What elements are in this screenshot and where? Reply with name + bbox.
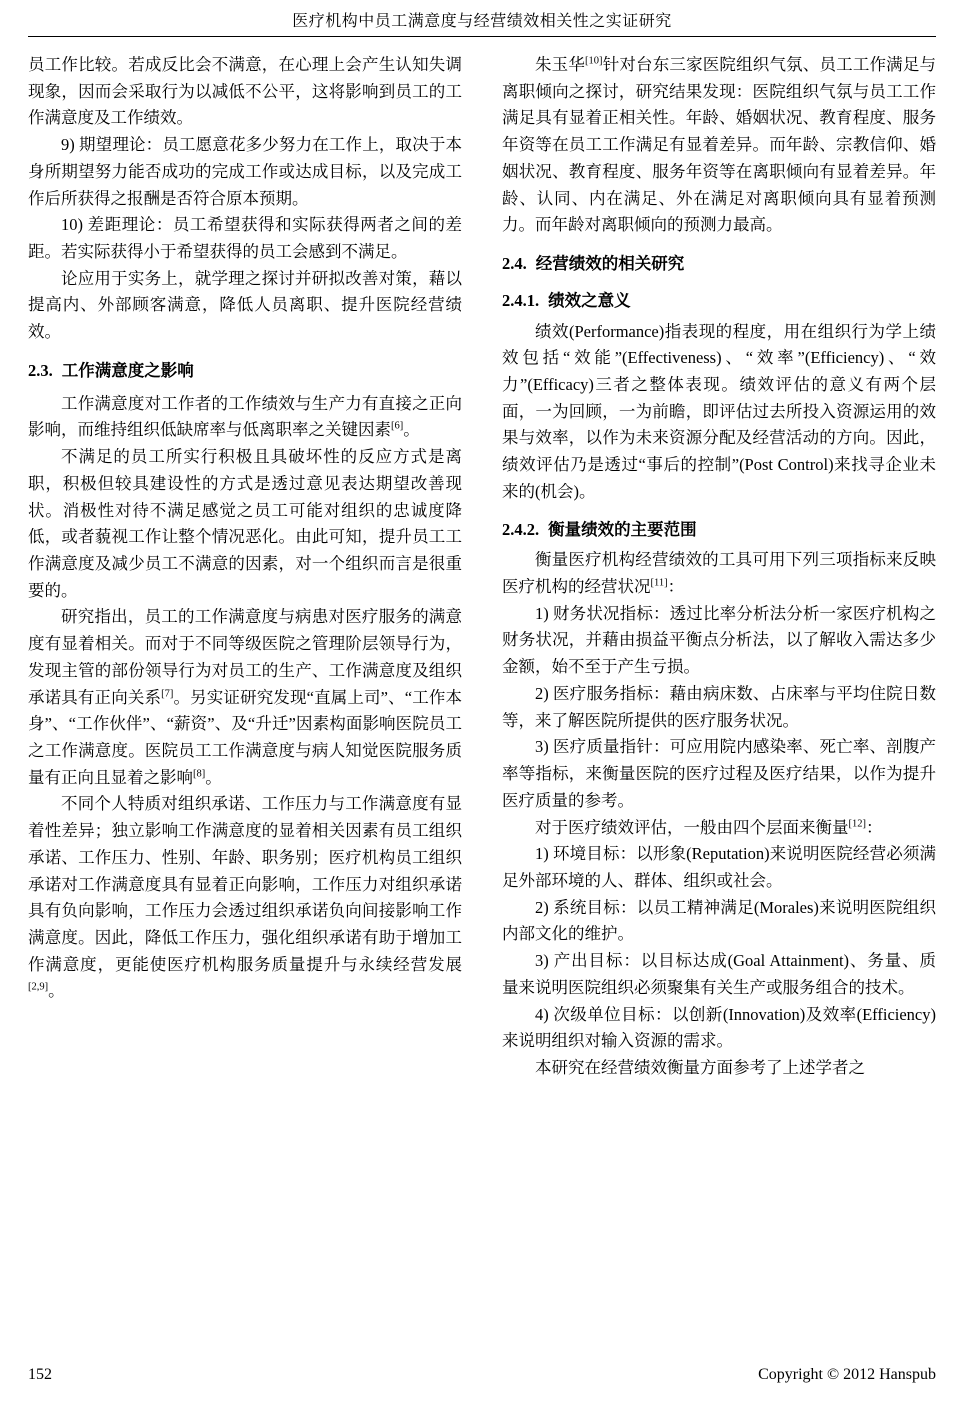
paragraph [502,547,936,600]
section-title: 衡量绩效的主要范围 [548,519,697,539]
paragraph: 3) 产出目标：以目标达成(Goal Attainment)、务量、质量来说明医院组织必须聚集有关生产或服务组合的技术。 [502,951,936,997]
citation-ref: [6] [391,420,404,432]
section-title: 绩效之意义 [548,290,631,310]
paragraph-text-tail: ： [866,817,883,837]
paragraph-text: 研究指出，员工的工作满意度与病患对医疗服务的满意度有显着相关。而对于不同等级医院之管理阶层领导行为，发现主管的部份领导行为对员工的生产、工作满意度及组织承诺具有正向关系 [28,607,462,707]
paragraph: 员工作比较。若成反比会不满意，在心理上会产生认知失调现象，因而会采取行为以减低不公平，这将影响到员工的工作满意度及工作绩效。 [28,55,462,128]
section-title: 经营绩效的相关研究 [535,254,685,274]
citation-ref: [10] [585,55,603,67]
copyright-notice: Copyright © 2012 Hanspub [758,1366,936,1383]
citation-ref: [7] [161,688,174,700]
header-divider [28,36,936,37]
running-head: 医疗机构中员工满意度与经营绩效相关性之实证研究 [292,13,672,30]
paragraph-text-tail: ： [667,577,685,597]
paragraph: 2) 系统目标：以员工精神满足(Morales)来说明医院组织内部文化的维护。 [502,897,936,944]
citation-ref: [2,9] [28,981,49,993]
paragraph-text: 工作满意度对工作者的工作绩效与生产力有直接之正向影响，而维持组织低缺席率与低离职率之关键因素 [28,393,462,440]
citation-ref: [12] [848,818,866,829]
paragraph [502,52,936,239]
paragraph: 绩效(Performance)指表现的程度，用在组织行为学上绩效包括“效能”(Effectiveness)、“效率”(Efficiency)、“效力”(Efficacy)三者之整体表现。绩效评估的意义有两个层面，一为回顾，一为前瞻，即评估过去所投入资源运用的效果与效率，以作为未来资源分配及经营活动的方向。因此，绩效评估乃是透过“事后的控制”(Post Control)来找寻企业未来的(机会)。 [502,321,936,501]
citation-ref: [11] [650,577,668,589]
paragraph-text: 。另实证研究发现“直属上司”、“工作本身”、“工作伙伴”、“薪资”、及“升迁”因素构面影响医院员工之工作满意度。医院员工工作满意度与病人知觉医院服务质量有正向且显着之影响 [28,687,462,787]
page-number: 152 [28,1366,52,1383]
paragraph-text-tail: 。 [403,420,420,440]
paragraph: 论应用于实务上，就学理之探讨并研拟改善对策，藉以提高内、外部顾客满意，降低人员离职、提升医院经营绩效。 [28,268,462,342]
citation-ref: [8] [193,768,206,780]
paragraph-text: 朱玉华 [535,55,586,74]
left-column [28,52,462,1342]
paragraph [28,604,462,791]
section-heading-2-4-1 [502,289,936,314]
paragraph [28,391,462,444]
section-number: 2.4. [502,254,527,274]
paragraph-text-tail: 。 [48,981,65,1001]
paragraph: 4) 次级单位目标：以创新(Innovation)及效率(Efficiency)来说明组织对输入资源的需求。 [502,1004,936,1051]
paragraph-text-tail: 针对台东三家医院组织气氛、员工工作满足与离职倾向之探讨，研究结果发现：医院组织气氛与员工工作满足具有显着正相关性。年龄、婚姻状况、教育程度、服务年资等在员工工作满足有显着差异。而年龄、宗教信仰、婚姻状况、教育程度、服务年资等在离职倾向有显着差异。年龄、认同、内在满足、外在满足对离职倾向具有显着预测力。而年龄对离职倾向的预测力最高。 [502,55,937,235]
right-column [502,52,936,1342]
paragraph: 1) 财务状况指标：透过比率分析法分析一家医疗机构之财务状况，并藉由损益平衡点分析法，以了解收入需达多少金额，始不至于产生亏损。 [502,603,936,677]
paragraph-text-tail: 。 [205,767,222,787]
two-column-body [28,52,936,1342]
paragraph: 本研究在经营绩效衡量方面参考了上述学者之 [535,1057,865,1077]
paragraph-text: 不同个人特质对组织承诺、工作压力与工作满意度有显着性差异；独立影响工作满意度的显着相关因素有员工组织承诺、工作压力、性别、年龄、职务别；医疗机构员工组织承诺对工作满意度具有显着正向影响，工作压力对组织承诺具有负向影响，工作压力会透过组织承诺负向间接影响工作满意度。因此，降低工作压力，强化组织承诺有助于增加工作满意度，更能使医疗机构服务质量提升与永续经营发展 [28,794,462,974]
section-number: 2.3. [28,360,53,380]
section-heading-2-3 [28,359,462,384]
paragraph-text: 对于医疗绩效评估，一般由四个层面来衡量 [535,817,849,837]
section-heading-2-4-2 [502,518,936,543]
section-number: 2.4.2. [502,519,540,539]
paragraph: 9) 期望理论：员工愿意花多少努力在工作上，取决于本身所期望努力能否成功的完成工作或达成目标，以及完成工作后所获得之报酬是否符合原本预期。 [28,135,462,208]
section-title: 工作满意度之影响 [61,360,194,380]
paragraph-text: 衡量医疗机构经营绩效的工具可用下列三项指标来反映医疗机构的经营状况 [502,550,936,597]
section-heading-2-4 [502,252,936,277]
page-footer [28,1366,936,1384]
paragraph: 10) 差距理论：员工希望获得和实际获得两者之间的差距。若实际获得小于希望获得的员工会感到不满足。 [28,215,462,262]
paragraph [28,791,462,1005]
paragraph: 不满足的员工所实行积极且具破坏性的反应方式是离职，积极但较具建设性的方式是透过意见表达期望改善现状。消极性对待不满足感觉之员工可能对组织的忠诚度降低，或者藐视工作让整个情况恶化。由此可知，提升员工工作满意度及减少员工不满意的因素，对一个组织而言是很重要的。 [28,447,462,600]
paragraph: 3) 医疗质量指针：可应用院内感染率、死亡率、剖腹产率等指标，来衡量医院的医疗过程及医疗结果，以作为提升医疗质量的参考。 [502,737,936,810]
paragraph: 1) 环境目标：以形象(Reputation)来说明医院经营必须满足外部环境的人、群体、组织或社会。 [502,844,936,890]
section-number: 2.4.1. [502,290,540,310]
paragraph: 2) 医疗服务指标：藉由病床数、占床率与平均住院日数等，来了解医院所提供的医疗服务状况。 [502,683,936,730]
paragraph [502,815,936,842]
